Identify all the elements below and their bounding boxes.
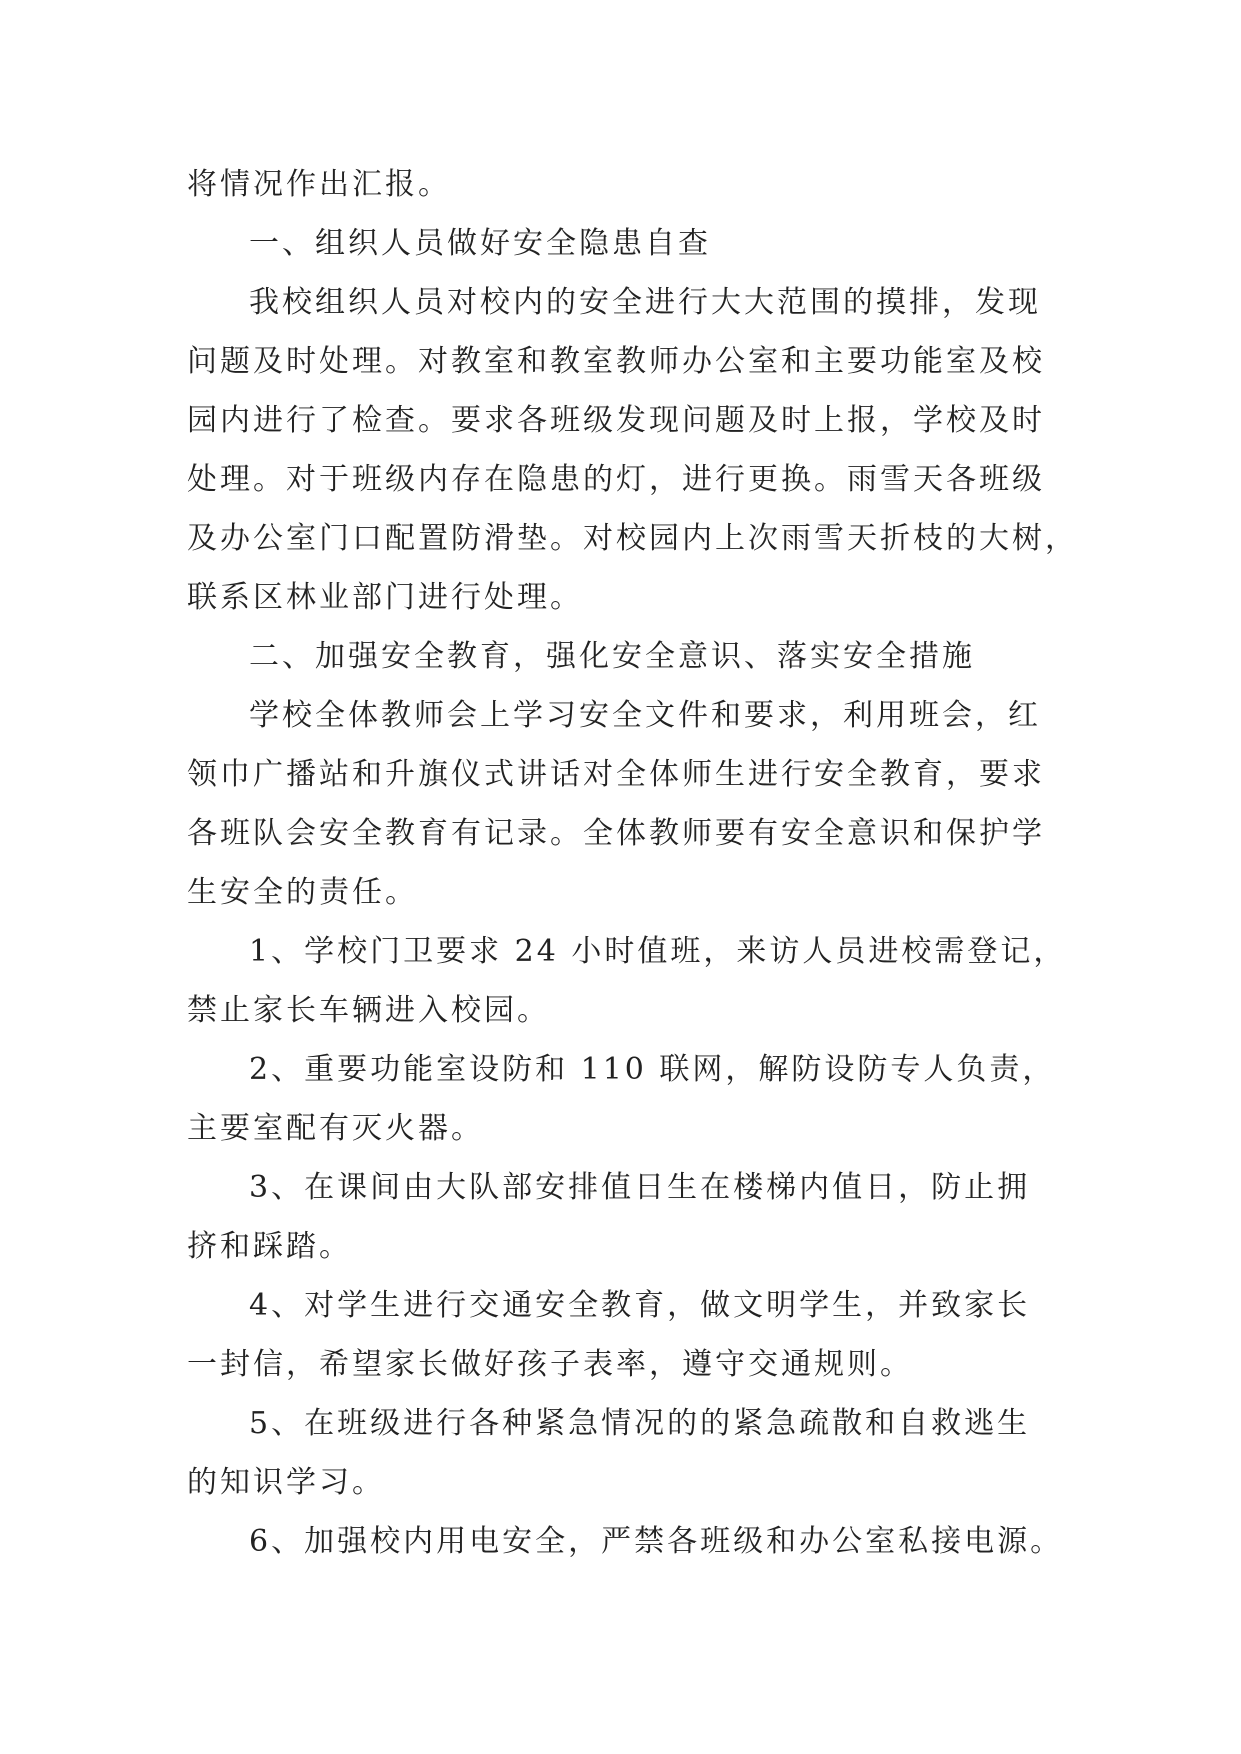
document-line: 6、加强校内用电安全，严禁各班级和办公室私接电源。: [249, 1524, 1064, 1559]
document-line: 处理。对于班级内存在隐患的灯，进行更换。雨雪天各班级: [187, 462, 1045, 497]
document-line: 生安全的责任。: [187, 875, 418, 910]
document-line: 的知识学习。: [187, 1465, 385, 1500]
document-line: 1、学校门卫要求 24 小时值班，来访人员进校需登记，: [249, 934, 1067, 969]
document-line: 二、加强安全教育，强化安全意识、落实安全措施: [249, 639, 975, 674]
document-line: 一封信，希望家长做好孩子表率，遵守交通规则。: [187, 1347, 913, 1382]
document-line: 将情况作出汇报。: [187, 167, 451, 202]
document-line: 主要室配有灭火器。: [187, 1111, 484, 1146]
document-line: 2、重要功能室设防和 110 联网，解防设防专人负责，: [249, 1052, 1056, 1087]
document-line: 联系区林业部门进行处理。: [187, 580, 583, 615]
document-line: 园内进行了检查。要求各班级发现问题及时上报，学校及时: [187, 403, 1045, 438]
document-line: 及办公室门口配置防滑垫。对校园内上次雨雪天折枝的大树，: [187, 521, 1078, 556]
document-line: 挤和踩踏。: [187, 1229, 352, 1264]
document-line: 我校组织人员对校内的安全进行大大范围的摸排，发现: [249, 285, 1041, 320]
document-line: 各班队会安全教育有记录。全体教师要有安全意识和保护学: [187, 816, 1045, 851]
document-line: 学校全体教师会上学习安全文件和要求，利用班会，红: [249, 698, 1041, 733]
document-body: [187, 155, 1078, 1571]
document-line: 4、对学生进行交通安全教育，做文明学生，并致家长: [249, 1288, 1031, 1323]
document-line: 问题及时处理。对教室和教室教师办公室和主要功能室及校: [187, 344, 1045, 379]
document-line: 一、组织人员做好安全隐患自查: [249, 226, 711, 261]
document-line: 3、在课间由大队部安排值日生在楼梯内值日，防止拥: [249, 1170, 1031, 1205]
document-line: 领巾广播站和升旗仪式讲话对全体师生进行安全教育，要求: [187, 757, 1045, 792]
document-line: 禁止家长车辆进入校园。: [187, 993, 550, 1028]
document-line: 5、在班级进行各种紧急情况的的紧急疏散和自救逃生: [249, 1406, 1031, 1441]
